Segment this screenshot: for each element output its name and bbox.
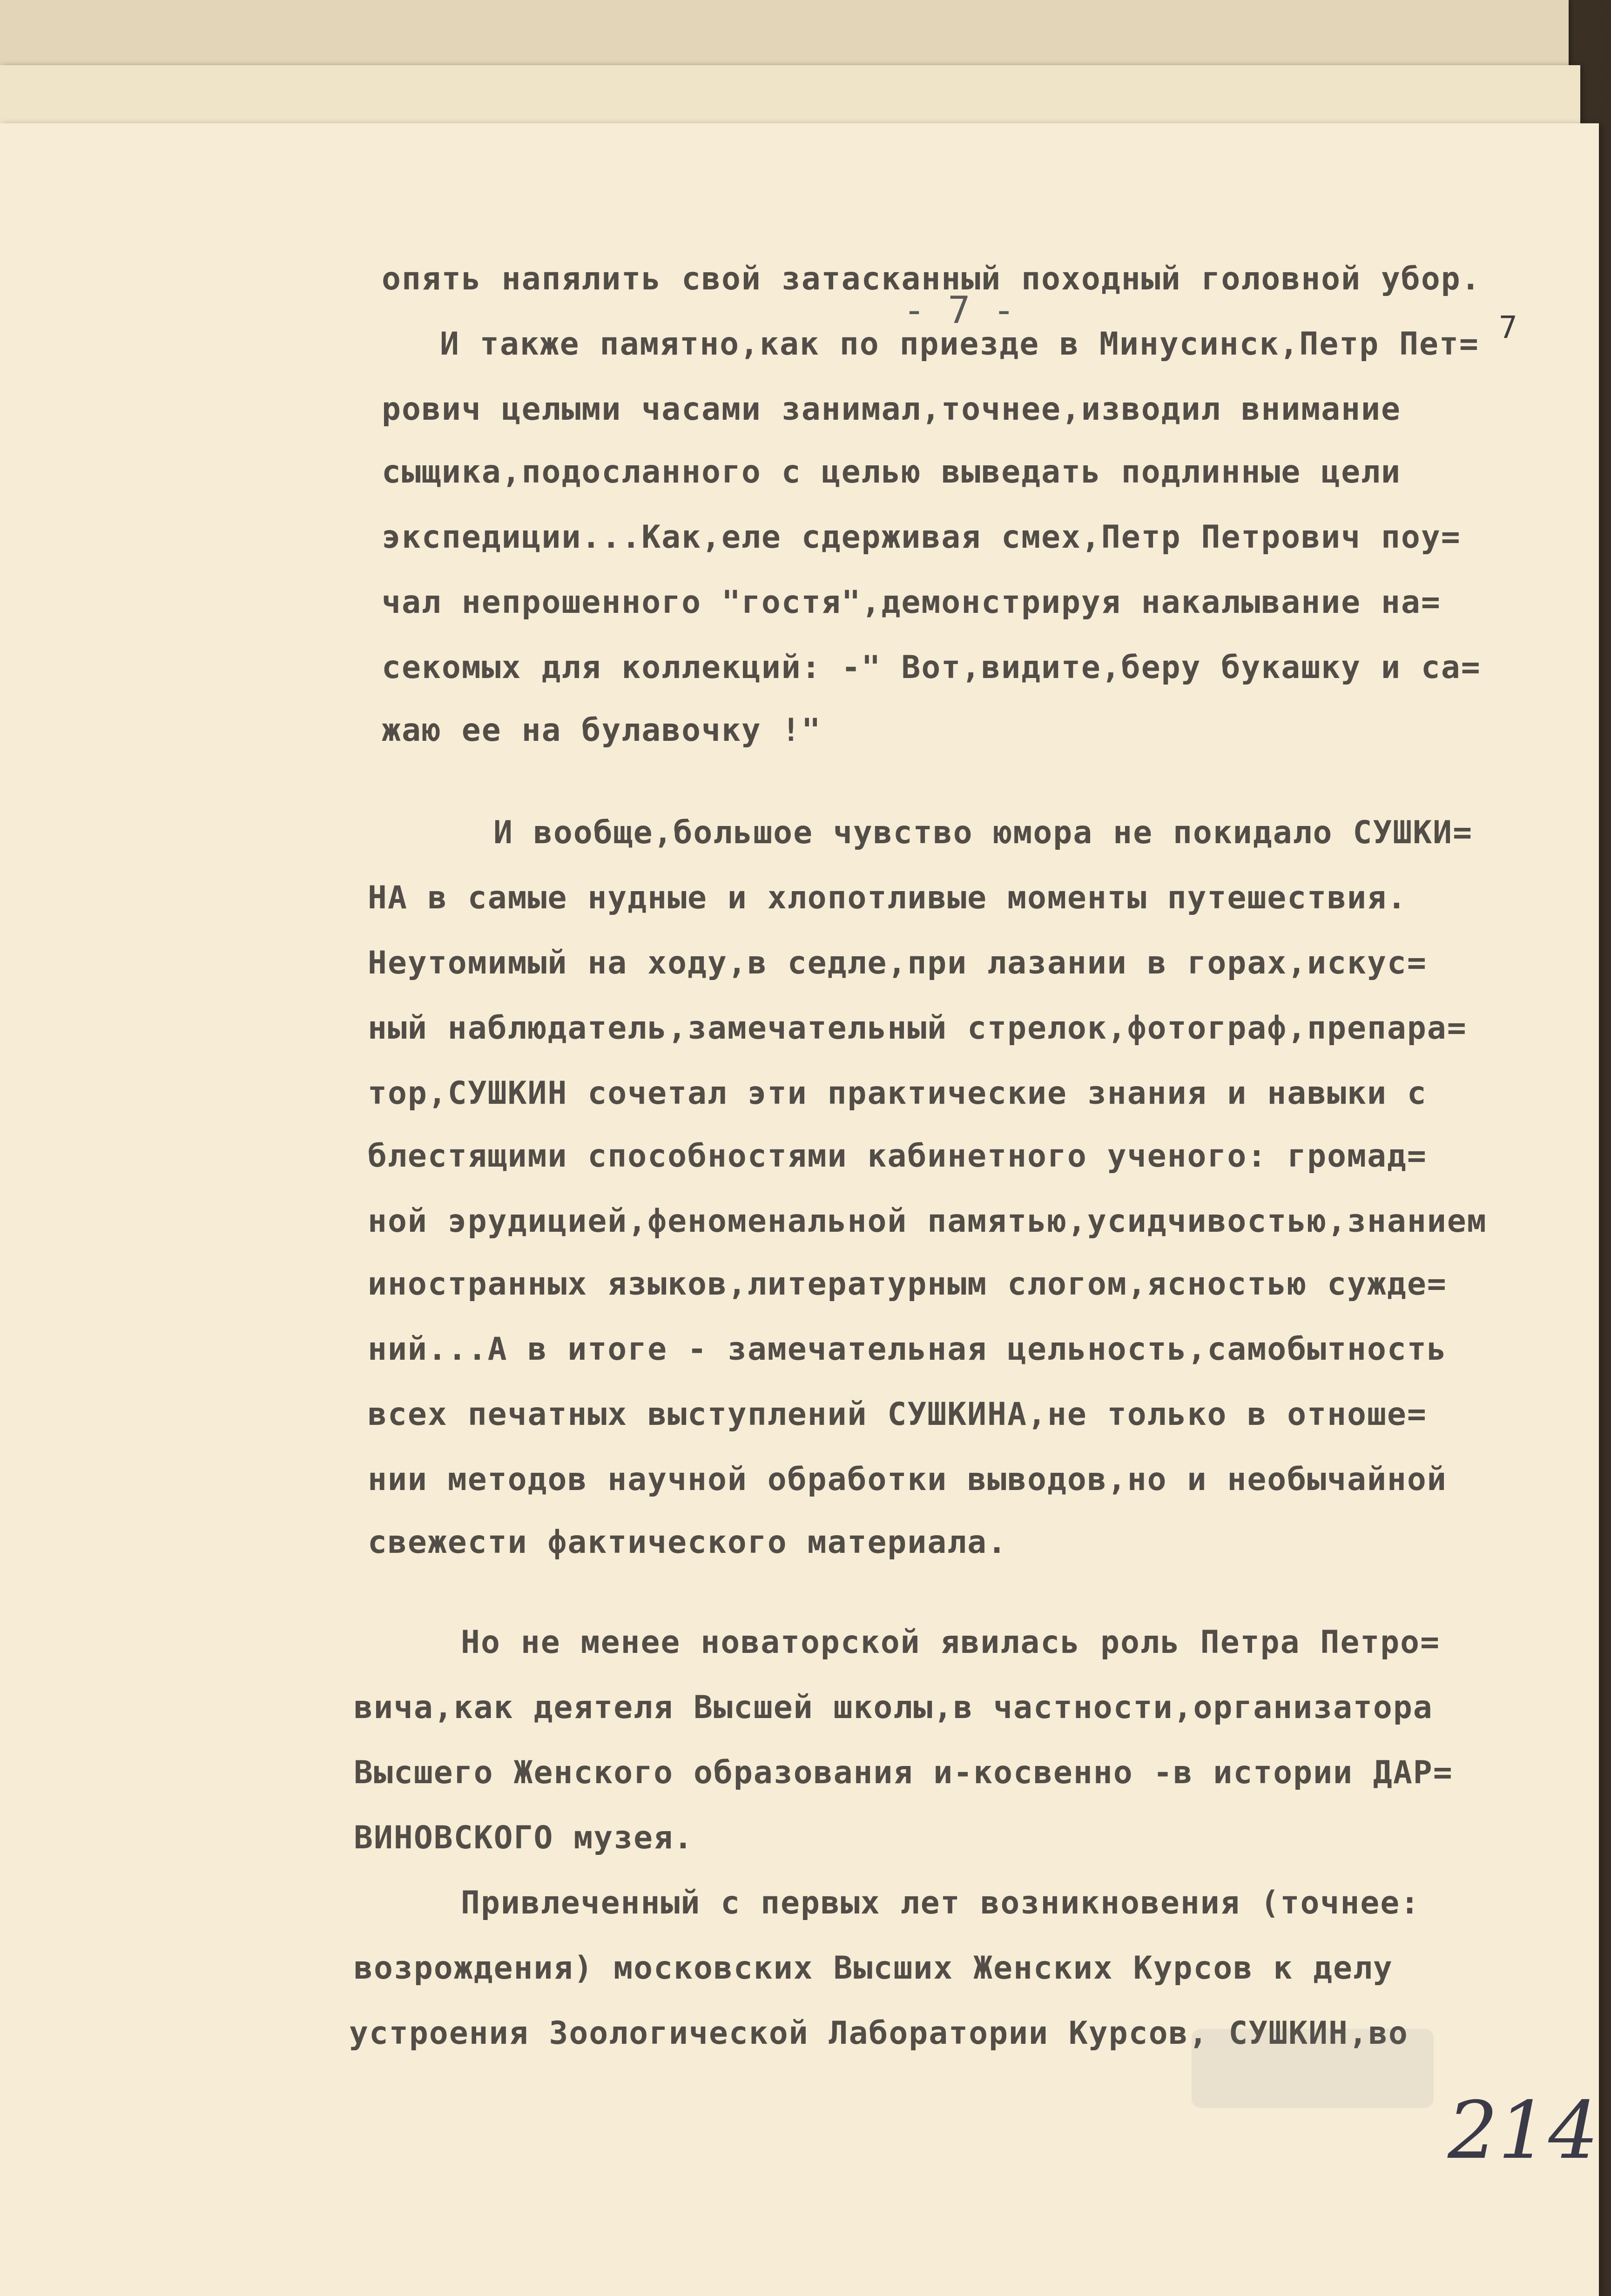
text-line: НА в самые нудные и хлопотливые моменты путешествия.: [368, 879, 1407, 916]
text-line: ний...А в итоге - замечательная цельность,самобытность: [368, 1331, 1447, 1368]
text-line: Неутомимый на ходу,в седле,при лазании в горах,искус=: [368, 945, 1427, 981]
text-line: ВИНОВСКОГО музея.: [354, 1819, 694, 1856]
text-line: нии методов научной обработки выводов,но и необычайной: [368, 1461, 1447, 1498]
text-line: экспедиции...Как,еле сдерживая смех,Петр Петрович поу=: [382, 519, 1461, 556]
text-line: устроения Зоологической Лаборатории Курсов, СУШКИН,во: [349, 2015, 1409, 2052]
text-line: И вообще,большое чувство юмора не покидало СУШКИ=: [493, 814, 1473, 851]
text-line: всех печатных выступлений СУШКИНА,не только в отноше=: [368, 1396, 1427, 1433]
text-line: вича,как деятеля Высшей школы,в частности,организатора: [354, 1689, 1433, 1726]
text-line: возрождения) московских Высших Женских Курсов к делу: [354, 1950, 1393, 1987]
text-line: секомых для коллекций: -" Вот,видите,беру букашку и са=: [382, 649, 1481, 686]
front-sheet-typed-number: - 7 -: [903, 289, 1015, 332]
text-line: сыщика,подосланного с целью выведать подлинные цели: [382, 454, 1401, 490]
front-sheet-page-number: 7: [1499, 309, 1517, 345]
faded-stamp: [1192, 2029, 1434, 2108]
text-line: чал непрошенного "гостя",демонстрируя накалывание на=: [382, 584, 1441, 621]
text-line: ный наблюдатель,замечательный стрелок,фотограф,препара=: [368, 1010, 1467, 1047]
text-line: блестящими способностями кабинетного ученого: громад=: [368, 1138, 1427, 1175]
text-line: жаю ее на булавочку !": [382, 712, 822, 749]
text-line: Высшего Женского образования и-косвенно -в истории ДАР=: [354, 1754, 1453, 1791]
text-line: свежести фактического материала.: [368, 1524, 1008, 1561]
archive-handwritten-number: 214: [1448, 2085, 1599, 2177]
text-line: рович целыми часами занимал,точнее,изводил внимание: [382, 391, 1401, 428]
text-line: иностранных языков,литературным слогом,ясностью сужде=: [368, 1266, 1447, 1302]
text-line: Но не менее новаторской явилась роль Петра Петро=: [461, 1624, 1441, 1661]
text-line: тор,СУШКИН сочетал эти практические знания и навыки с: [368, 1075, 1427, 1112]
text-line: Привлеченный с первых лет возникновения (точнее:: [461, 1885, 1421, 1921]
text-line: опять напялить свой затасканный походный головной убор.: [382, 261, 1481, 297]
text-line: И также памятно,как по приезде в Минусинск,Петр Пет=: [440, 326, 1479, 363]
text-line: ной эрудицией,феноменальной памятью,усидчивостью,знанием: [368, 1203, 1487, 1240]
